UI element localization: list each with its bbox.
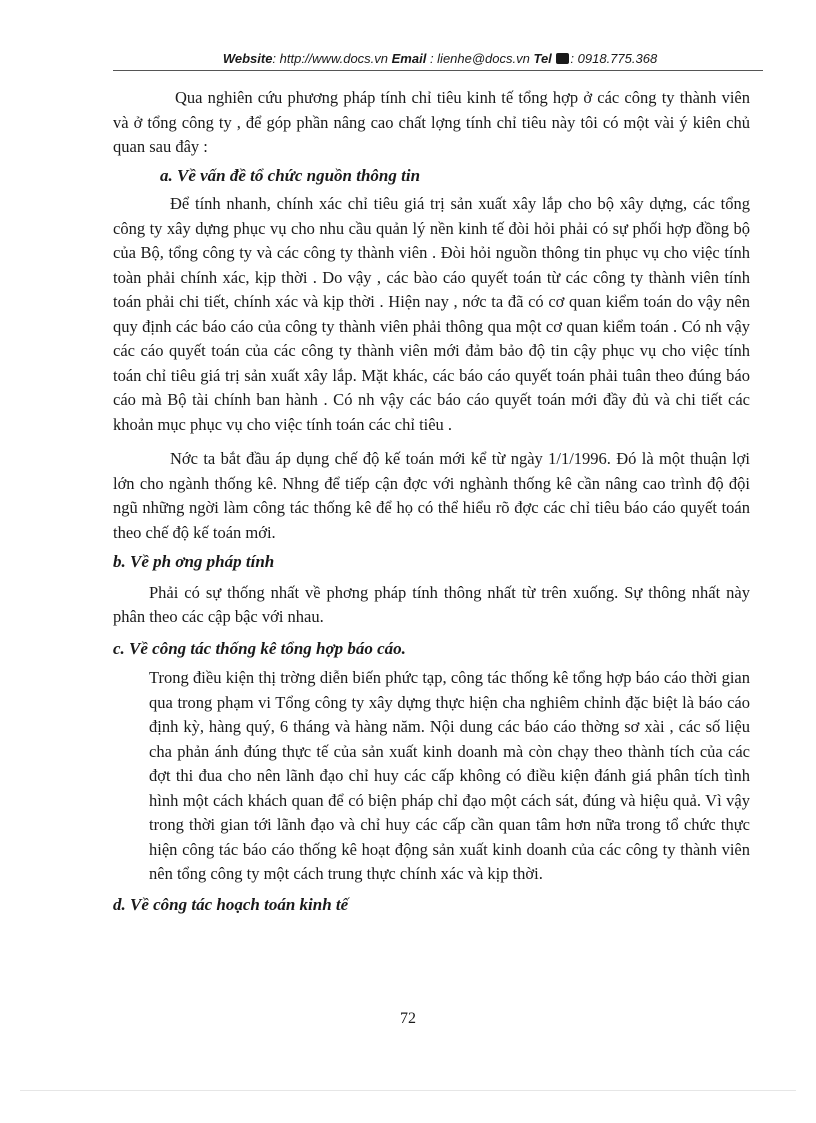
heading-c: c. Về công tác thống kê tổng hợp báo cáo.	[113, 638, 406, 658]
heading-b: b. Về ph ơng pháp tính	[113, 552, 275, 571]
email-label: Email	[391, 51, 427, 66]
document-body	[113, 86, 750, 917]
website-label: Website	[222, 51, 273, 66]
tel-label: Tel	[533, 51, 552, 66]
tel-value: : 0918.775.368	[570, 51, 658, 66]
page-number: 72	[400, 1010, 416, 1027]
heading-a: a. Về vấn đề tổ chức nguồn thông tin	[160, 165, 421, 185]
paragraph-c1: Trong điều kiện thị trờng diễn biến phức tạp, công tác thống kê tổng hợp báo cáo thời gian qua trong phạm vi Tổng công ty xây dựng thực hiện cha nghiêm chỉnh đặc biệt là báo cáo định kỳ, hàng quý, 6 tháng và hàng năm. Nội dung các báo cáo thờng sơ xài , các số liệu cha phản ánh đúng thực tế của sản xuất kinh doanh mà còn chạy theo thành tích của các đợt thi đua cho nên lãnh đạo chỉ huy các cấp không có điều kiện đánh giá phân tích tình hình một cách khách quan để có biện pháp chỉ đạo một cách sát, đúng và hiệu quả. Vì vậy trong thời gian tới lãnh đạo và chỉ huy các cấp cần quan tâm hơn nữa trong tổ chức thực hiện công tác báo cáo thống kê hoạt động sản xuất kinh doanh của các công ty thành viên nên tổng công ty một cách trung thực chính xác và kịp thời.	[149, 668, 750, 883]
paragraph-a1: Để tính nhanh, chính xác chỉ tiêu giá trị sản xuất xây lắp cho bộ xây dựng, các tổng công ty xây dựng phục vụ cho nhu cầu quản lý nền kinh tế đòi hỏi phải có sự phối hợp đồng bộ của Bộ, tổng công ty và các công ty thành viên . Đòi hỏi nguồn thông tin phục vụ cho việc tính toàn phải chính xác, kịp thời . Do vậy , các bào cáo quyết toán từ các công ty thành viên tính toán phải chi tiết, chính xác và kịp thời . Hiện nay , nớc ta đã có cơ quan kiểm toán do vậy nên quy định các báo cáo của công ty thành viên phải thông qua một cơ quan kiểm toán . Có nh vậy các cáo quyết toán của các công ty thành viên mới đảm bảo độ tin cậy phục vụ cho việc tính toán chỉ tiêu giá trị sản xuất xây lắp. Mặt khác, các báo cáo quyết toán phải tuân theo đúng báo cáo mà Bộ tài chính ban hành . Có nh vậy các báo cáo quyết toán mới đầy đủ và chi tiết các khoản mục phục vụ cho việc tính toán các chỉ tiêu .	[113, 194, 750, 434]
heading-d: d. Về công tác hoạch toán kinh tế	[113, 894, 349, 914]
page-header	[120, 51, 760, 67]
paragraph-a2: Nớc ta bắt đầu áp dụng chế độ kế toán mới kể từ ngày 1/1/1996. Đó là một thuận lợi lớn cho ngành thống kê. Nhng để tiếp cận đợc với nghành thống kê cần nâng cao trình độ đội ngũ những ngời làm công tác thống kê để họ có thể hiểu rõ đợc các chỉ tiêu báo cáo quyết toán theo chế độ kế toán mới.	[113, 449, 750, 542]
website-link[interactable]: : http://www.docs.vn	[272, 51, 392, 66]
phone-icon	[556, 53, 569, 64]
intro-paragraph: Qua nghiên cứu phương pháp tính chỉ tiêu kinh tế tổng hợp ở các công ty thành viên và ở tổng công ty , để góp phần nâng cao chất lợng tính chỉ tiêu này tôi có một vài ý kiên chủ quan sau đây :	[113, 88, 750, 156]
paragraph-b1: Phải có sự thống nhất về phơng pháp tính thông nhất từ trên xuống. Sự thông nhất này phân theo các cập bậc với nhau.	[113, 582, 750, 626]
header-divider	[113, 70, 763, 71]
email-link[interactable]: : lienhe@docs.vn	[426, 51, 534, 66]
bottom-divider	[20, 1090, 796, 1091]
